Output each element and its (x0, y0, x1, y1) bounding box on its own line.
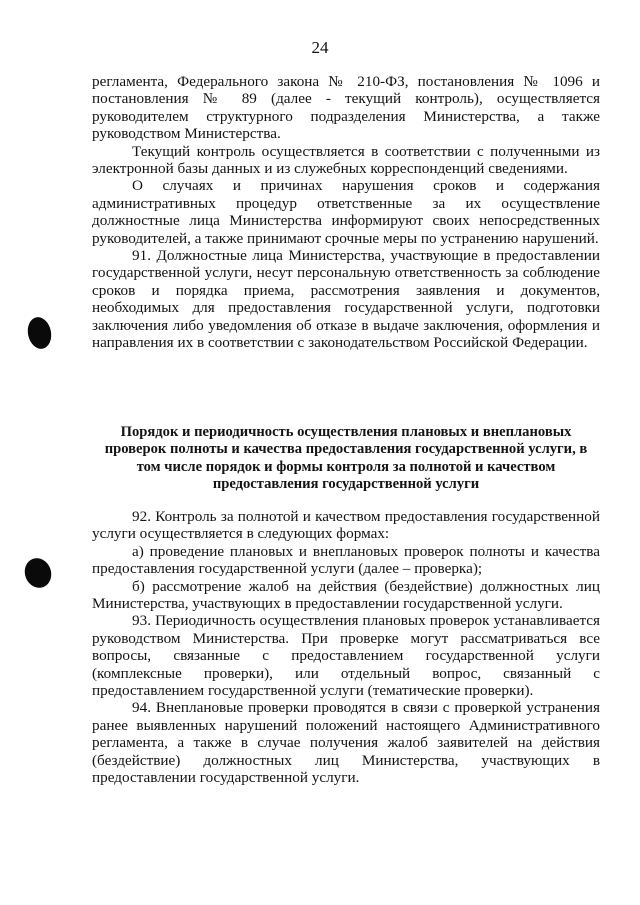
paragraph-violations: О случаях и причинах нарушения сроков и содержания административных процедур ответственные за их осуществление должностные лица Министерства информируют своих непосредственных руководителей, а также принимают срочные меры по устранению нарушений. (92, 177, 600, 247)
section-heading: Порядок и периодичность осуществления плановых и внеплановых проверок полноты и качества предоставления государственной услуги, в том числе порядок и формы контроля за полнотой и качеством предоставления государственной услуги (104, 424, 588, 493)
paragraph-92-a: а) проведение плановых и внеплановых проверок полноты и качества предоставления государственной услуги (далее – проверка); (92, 542, 600, 578)
text-section-2 (92, 508, 600, 787)
paragraph-94: 94. Внеплановые проверки проводятся в связи с проверкой устранения ранее выявленных нарушений положений настоящего Административного регламента, а также в случае получения жалоб заявителей на действия (бездействие) должностных лиц Министерства, участвующих в предоставлении государственной услуги. (92, 699, 600, 787)
punch-hole-mark (21, 554, 56, 591)
paragraph-current-control: Текущий контроль осуществляется в соответствии с полученными из электронной базы данных и из служебных корреспонденций сведениями. (92, 142, 600, 178)
text-section-1 (92, 73, 600, 352)
page-number: 24 (311, 38, 329, 57)
paragraph-92-b: б) рассмотрение жалоб на действия (бездействие) должностных лиц Министерства, участвующих в предоставлении государственной услуги. (92, 577, 600, 613)
paragraph-92: 92. Контроль за полнотой и качеством предоставления государственной услуги осуществляется в следующих формах: (92, 508, 600, 543)
paragraph-continuation: регламента, Федерального закона № 210-ФЗ, постановления № 1096 и постановления № 89 (далее - текущий контроль), осуществляется руководителем структурного подразделения Министерства, а также руководством Министерства. (92, 73, 600, 143)
paragraph-91: 91. Должностные лица Министерства, участвующие в предоставлении государственной услуги, несут персональную ответственность за соблюдение сроков и порядка приема, рассмотрения заявления и документов, необходимых для предоставления государственной услуги, подготовки заключения либо уведомления об отказе в выдаче заключения, оформления и направления их в соответствии с законодательством Российской Федерации. (92, 247, 600, 352)
punch-hole-mark (25, 315, 54, 351)
paragraph-93: 93. Периодичность осуществления плановых проверок устанавливается руководством Министерства. При проверке могут рассматриваться все вопросы, связанные с предоставлением государственной услуги (комплексные проверки), или отдельный вопрос, связанный с предоставлением государственной услуги (тематические проверки). (92, 612, 600, 700)
